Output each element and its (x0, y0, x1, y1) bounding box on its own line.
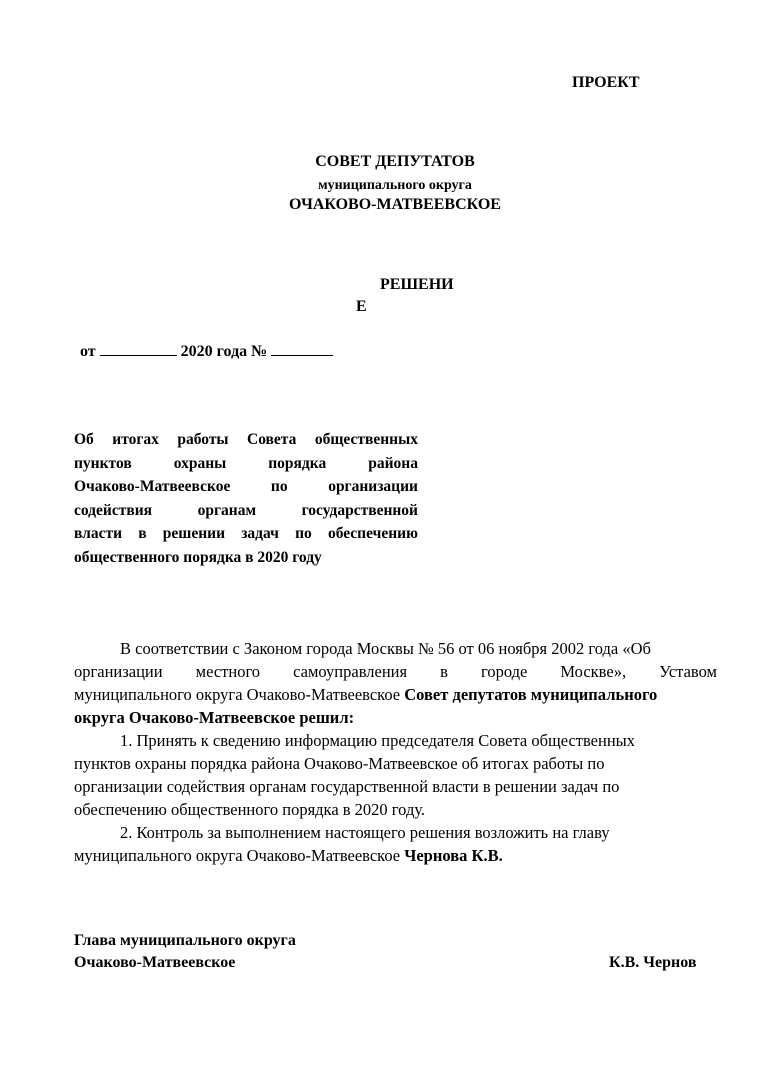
district-name: ОЧАКОВО-МАТВЕЕВСКОЕ (289, 196, 501, 213)
body-line: пунктов охраны порядка района Очаково-Матвеевское об итогах работы по (74, 754, 605, 773)
council-title: СОВЕТ ДЕПУТАТОВ (315, 153, 475, 170)
decision-title-part2: Е (356, 298, 367, 315)
signature-title-line2: Очаково-Матвеевское (74, 954, 236, 971)
body-line: 2. Контроль за выполнением настоящего решения возложить на главу (120, 823, 610, 842)
subject-line: общественного порядка в 2020 году (74, 548, 322, 566)
body-line: организации местного самоуправления в городе Москве», Уставом (74, 662, 717, 681)
subject-line: пунктов охраны порядка района (74, 454, 418, 472)
body-line: муниципального округа Очаково-Матвеевское Чернова К.В. (74, 846, 503, 865)
signature-name: К.В. Чернов (609, 954, 697, 971)
district-type: муниципального округа (318, 178, 472, 193)
subject-line: Об итогах работы Совета общественных (74, 431, 418, 448)
body-line: организации содействия органам государственной власти в решении задач по (74, 777, 620, 796)
date-line (80, 341, 333, 361)
decision-body (74, 637, 717, 867)
date-prefix: от (80, 343, 96, 360)
date-middle: 2020 года № (180, 343, 268, 360)
body-line: 1. Принять к сведению информацию председателя Совета общественных (120, 731, 635, 750)
body-line: округа Очаково-Матвеевское решил: (74, 708, 355, 727)
number-blank (271, 341, 333, 356)
body-line: В соответствии с Законом города Москвы № 56 от 06 ноября 2002 года «Об (120, 639, 651, 658)
decision-title-part1: РЕШЕНИ (380, 276, 454, 293)
subject-line: власти в решении задач по обеспечению (74, 525, 418, 542)
body-line: обеспечению общественного порядка в 2020 году. (74, 800, 426, 819)
decision-subject (74, 428, 418, 569)
signature-title-line1: Глава муниципального округа (74, 932, 296, 949)
project-stamp: ПРОЕКТ (572, 74, 640, 91)
body-line: муниципального округа Очаково-Матвеевское Совет депутатов муниципального (74, 685, 658, 704)
subject-line: содействия органам государственной (74, 501, 418, 519)
subject-line: Очаково-Матвеевское по организации (74, 478, 418, 495)
date-blank (100, 341, 177, 356)
